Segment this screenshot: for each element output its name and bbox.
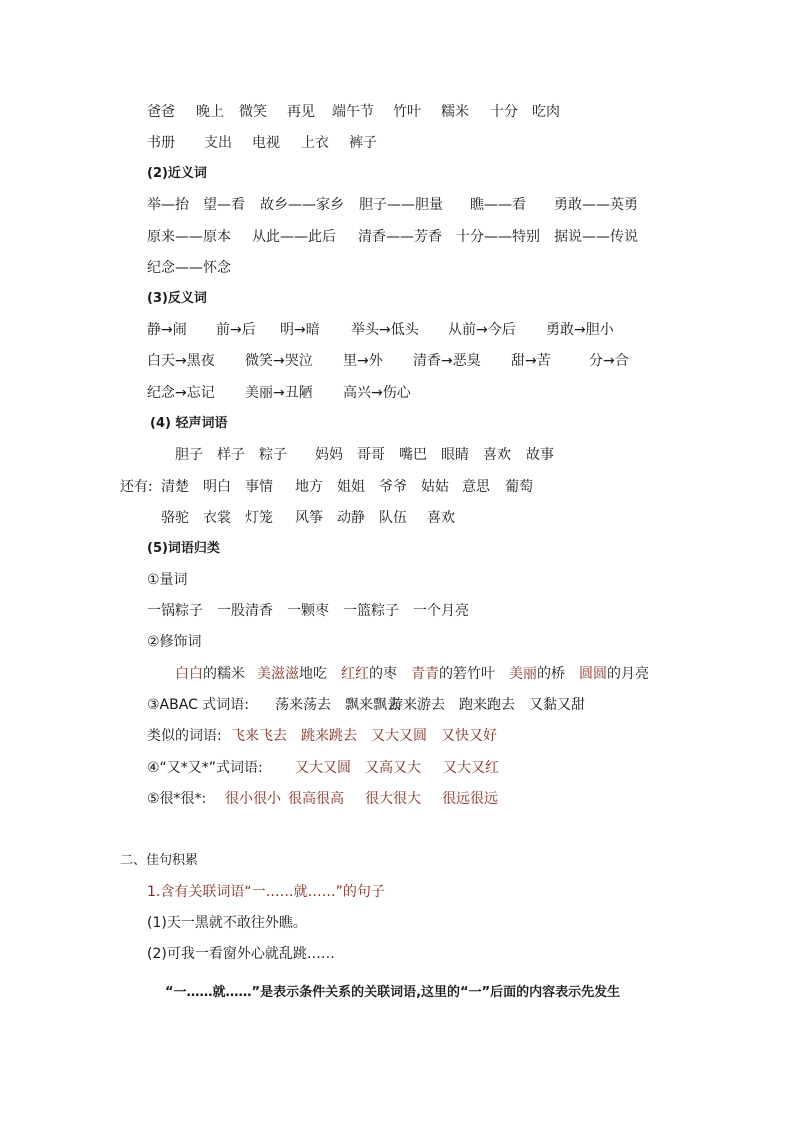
word: 端午节 bbox=[332, 104, 374, 120]
antonym-pair: 里→外 bbox=[343, 353, 383, 369]
synonyms-heading: (2)近义词 bbox=[147, 166, 207, 181]
phrase: 很高很高 bbox=[288, 791, 344, 807]
word: 十分 bbox=[490, 104, 518, 120]
word: 吃肉 bbox=[532, 104, 560, 120]
modifier-phrase bbox=[509, 664, 565, 684]
phrase: 一股清香 bbox=[217, 603, 273, 619]
word: 意思 bbox=[462, 479, 490, 495]
phrase: 又高又大 bbox=[365, 760, 421, 776]
antonym-pair: 甜→苦 bbox=[511, 353, 551, 369]
synonym-pair: 瞧——看 bbox=[470, 197, 526, 213]
phrase: 很大很大 bbox=[365, 791, 421, 807]
antonym-pair: 高兴→伤心 bbox=[343, 385, 411, 401]
synonym-pair: 故乡——家乡 bbox=[260, 197, 344, 213]
synonym-pair: 十分——特别 bbox=[456, 229, 540, 245]
antonym-pair: 从前→今后 bbox=[448, 322, 516, 338]
antonym-pair: 分→合 bbox=[589, 353, 629, 369]
similar-label: 类似的词语: bbox=[147, 728, 222, 744]
modifier-rest: 的糯米 bbox=[203, 666, 245, 682]
modifier-highlight: 红红 bbox=[341, 666, 369, 682]
word: 电视 bbox=[252, 135, 280, 151]
henhen-label: ⑤很*很*: bbox=[147, 791, 207, 807]
synonym-pair: 据说——传说 bbox=[554, 229, 638, 245]
subsection-1-heading: 1.含有关联词语“一……就……”的句子 bbox=[147, 884, 385, 900]
phrase: 一篮粽子 bbox=[343, 603, 399, 619]
phrase: 游来游去 bbox=[389, 697, 445, 713]
section-2-heading: 二、佳句积累 bbox=[120, 853, 199, 868]
word: 嘴巴 bbox=[399, 447, 427, 463]
word: 上衣 bbox=[301, 135, 329, 151]
antonym-pair: 微笑→哭泣 bbox=[245, 353, 313, 369]
word: 姑姑 bbox=[421, 479, 449, 495]
antonym-pair: 明→暗 bbox=[280, 322, 320, 338]
synonym-pair: 望—看 bbox=[203, 197, 245, 213]
synonym-pair: 从此——此后 bbox=[252, 229, 336, 245]
word: 喜欢 bbox=[483, 447, 511, 463]
phrase: 跑来跑去 bbox=[459, 697, 515, 713]
word: 糯米 bbox=[441, 104, 469, 120]
antonym-pair: 白天→黑夜 bbox=[147, 353, 215, 369]
phrase: 飞来飞去 bbox=[231, 728, 287, 744]
antonym-pair: 前→后 bbox=[216, 322, 256, 338]
modifier-phrase bbox=[257, 664, 327, 684]
word: 哥哥 bbox=[357, 447, 385, 463]
word: 姐姐 bbox=[337, 479, 365, 495]
word: 眼睛 bbox=[441, 447, 469, 463]
word: 清楚 bbox=[161, 479, 189, 495]
word: 微笑 bbox=[239, 104, 267, 120]
modifier-phrase bbox=[175, 664, 245, 684]
phrase: 荡来荡去 bbox=[275, 697, 331, 713]
word: 衣裳 bbox=[203, 510, 231, 526]
example-sentence: (2)可我一看窗外心就乱跳…… bbox=[147, 946, 335, 962]
quantifier-heading: ①量词 bbox=[147, 572, 188, 588]
phrase: 很远很远 bbox=[442, 791, 498, 807]
phrase: 飘来飘去 bbox=[345, 697, 401, 713]
modifier-rest: 的箬竹叶 bbox=[439, 666, 495, 682]
word: 裤子 bbox=[349, 135, 377, 151]
antonym-pair: 勇敢→胆小 bbox=[546, 322, 614, 338]
abac-label: ③ABAC 式词语: bbox=[147, 697, 250, 713]
word: 晚上 bbox=[196, 104, 224, 120]
word: 地方 bbox=[295, 479, 323, 495]
antonym-pair: 纪念→忘记 bbox=[147, 385, 215, 401]
synonym-pair: 纪念——怀念 bbox=[147, 260, 231, 276]
phrase: 又大又圆 bbox=[295, 760, 351, 776]
modifier-rest: 的桥 bbox=[537, 666, 565, 682]
word: 书册 bbox=[147, 135, 175, 151]
modifier-rest: 地吃 bbox=[299, 666, 327, 682]
explanation-note: “一……就……”是表示条件关系的关联词语,这里的“一”后面的内容表示先发生 bbox=[165, 985, 621, 1000]
word: 喜欢 bbox=[427, 510, 455, 526]
phrase: 一颗枣 bbox=[287, 603, 329, 619]
word: 骆驼 bbox=[161, 510, 189, 526]
modifier-rest: 的月亮 bbox=[607, 666, 649, 682]
antonym-pair: 清香→恶臭 bbox=[413, 353, 481, 369]
modifier-phrase bbox=[411, 664, 495, 684]
antonym-pair: 举头→低头 bbox=[351, 322, 419, 338]
word: 动静 bbox=[337, 510, 365, 526]
modifier-heading: ②修饰词 bbox=[147, 634, 202, 650]
modifier-highlight: 美滋滋 bbox=[257, 666, 299, 682]
synonym-pair: 勇敢——英勇 bbox=[554, 197, 638, 213]
modifier-highlight: 圆圆 bbox=[579, 666, 607, 682]
phrase: 又黏又甜 bbox=[529, 697, 585, 713]
word: 粽子 bbox=[259, 447, 287, 463]
antonym-pair: 美丽→丑陋 bbox=[245, 385, 313, 401]
phrase: 跳来跳去 bbox=[301, 728, 357, 744]
modifier-highlight: 白白 bbox=[175, 666, 203, 682]
word: 故事 bbox=[526, 447, 554, 463]
neutral-tone-heading: (4) 轻声词语 bbox=[150, 416, 228, 431]
modifier-phrase bbox=[579, 664, 649, 684]
phrase: 又大又圆 bbox=[371, 728, 427, 744]
antonym-pair: 静→闹 bbox=[147, 322, 187, 338]
word: 队伍 bbox=[379, 510, 407, 526]
youyou-label: ④“又*又*”式词语: bbox=[147, 760, 263, 776]
word: 胆子 bbox=[175, 447, 203, 463]
antonyms-heading: (3)反义词 bbox=[147, 291, 207, 306]
example-sentence: (1)天一黑就不敢往外瞧。 bbox=[147, 915, 307, 931]
word: 爸爸 bbox=[147, 104, 175, 120]
word: 葡萄 bbox=[505, 479, 533, 495]
synonym-pair: 原来——原本 bbox=[147, 229, 231, 245]
synonym-pair: 胆子——胆量 bbox=[359, 197, 443, 213]
modifier-phrase bbox=[341, 664, 397, 684]
word: 再见 bbox=[287, 104, 315, 120]
synonym-pair: 清香——芳香 bbox=[358, 229, 442, 245]
word: 样子 bbox=[217, 447, 245, 463]
phrase: 又快又好 bbox=[441, 728, 497, 744]
phrase: 又大又红 bbox=[443, 760, 499, 776]
synonym-pair: 举—抬 bbox=[147, 197, 189, 213]
word: 妈妈 bbox=[315, 447, 343, 463]
phrase: 一锅粽子 bbox=[147, 603, 203, 619]
also-label: 还有: bbox=[120, 479, 153, 495]
word: 风筝 bbox=[295, 510, 323, 526]
modifier-highlight: 青青 bbox=[411, 666, 439, 682]
word: 灯笼 bbox=[245, 510, 273, 526]
classification-heading: (5)词语归类 bbox=[147, 541, 220, 556]
word: 爷爷 bbox=[379, 479, 407, 495]
modifier-highlight: 美丽 bbox=[509, 666, 537, 682]
word: 竹叶 bbox=[393, 104, 421, 120]
word: 事情 bbox=[245, 479, 273, 495]
phrase: 一个月亮 bbox=[413, 603, 469, 619]
phrase: 很小很小 bbox=[225, 791, 281, 807]
word: 明白 bbox=[203, 479, 231, 495]
modifier-rest: 的枣 bbox=[369, 666, 397, 682]
word: 支出 bbox=[204, 135, 232, 151]
